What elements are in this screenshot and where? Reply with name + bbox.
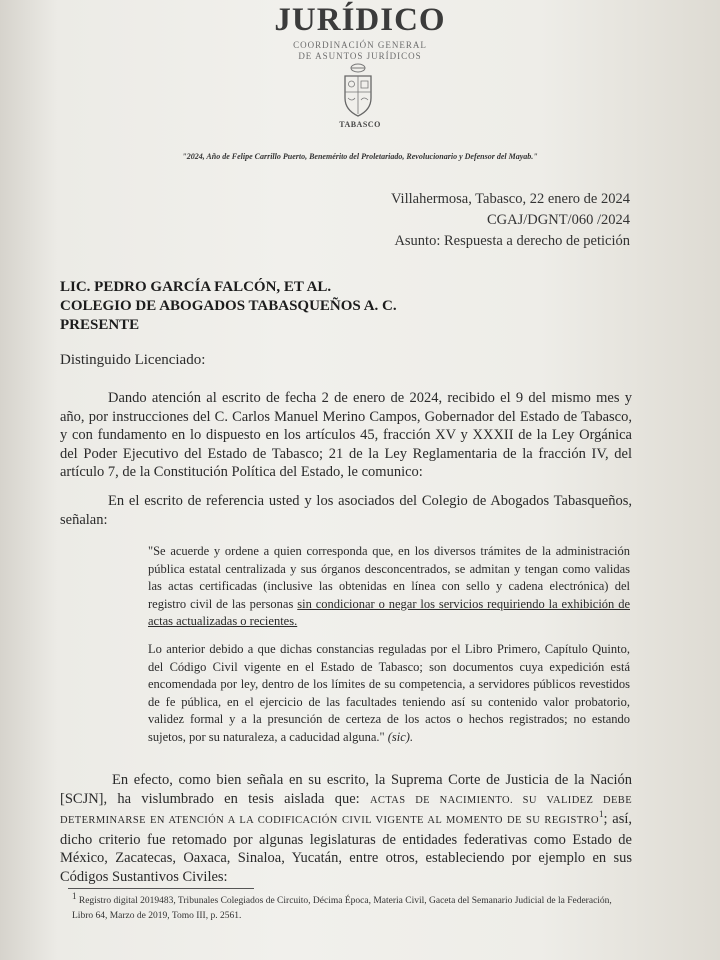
letterhead-subtitle-line1: COORDINACIÓN GENERAL: [293, 40, 427, 50]
quoted-request-underlined: sin condicionar o negar los servicios requiriendo la exhibición de actas actualizadas o recientes.: [148, 596, 630, 628]
footnote-reference: 1: [598, 809, 604, 820]
sic-marker: (sic).: [387, 729, 414, 744]
quoted-justification-text: Lo anterior debido a que dichas constancias reguladas por el Libro Primero, Capítulo Quinto, del Código Civil vigente en el Estado de Tabasco; son documentos cuya expedición está encomendada por ley, dentro de los límites de su competencia, a servidores públicos revestidos de fe pública, en el ejercicio de las facultades teniendo así su contenido valor probatorio, validez formal y a la presunción de certeza de los actos o hechos registrados; no estando sujetos, por su naturaleza, a caducidad alguna.": [148, 642, 630, 744]
letter-metadata: [391, 189, 630, 252]
thesis-title: ACTAS DE NACIMIENTO. SU VALIDEZ DEBE DETERMINARSE EN ATENCIÓN A LA CODIFICACIÓN CIVIL VIGENTE AL MOMENTO DE SU REGISTRO: [60, 794, 633, 826]
addressee-presente: PRESENTE: [60, 317, 140, 333]
body-paragraph-1: Dando atención al escrito de fecha 2 de enero de 2024, recibido el 9 del mismo mes y año, por instrucciones del C. Carlos Manuel Merino Campos, Gobernador del Estado de Tabasco, y con fundamento en lo dispuesto en los artículos 45, fracción XV y XXXII de la Ley Orgánica del Poder Ejecutivo del Estado de Tabasco; 21 de la Ley Reglamentaria de la fracción IV, del artículo 7, de la Constitución Política del Estado, le comunico:: [60, 390, 632, 480]
body-paragraph-3: [60, 771, 632, 886]
footnote-text: Registro digital 2019483, Tribunales Colegiados de Circuito, Décima Época, Materia Civil, Gaceta del Semanario Judicial de la Federación, Libro 64, Marzo de 2019, Tomo III, p. 2561.: [72, 896, 612, 921]
quoted-justification: [148, 641, 630, 746]
addressee-name: LIC. PEDRO GARCÍA FALCÓN, ET AL.: [60, 279, 332, 295]
footnote-divider: [68, 888, 254, 889]
subject-line: Asunto: Respuesta a derecho de petición: [394, 233, 630, 249]
quoted-request-text: "Se acuerde y ordene a quien corresponda que, en los diversos trámites de la administración pública estatal centralizada y sus órganos desconcentrados, se admitan y tengan como validas las actas certificadas (inclusive las obtenidas en línea con sello y cadena electrónica) del registro civil de las personas: [148, 544, 630, 611]
quoted-request: [148, 543, 630, 631]
body-paragraph-2: En el escrito de referencia usted y los asociados del Colegio de Abogados Tabasqueños, señalan:: [60, 493, 632, 528]
state-coat-of-arms-icon: [339, 62, 377, 120]
footnote: [72, 890, 628, 924]
letterhead-title: JURÍDICO: [274, 2, 446, 38]
reference-number: CGAJ/DGNT/060 /2024: [487, 212, 630, 228]
letterhead-subtitle: [0, 40, 720, 62]
letterhead-state: TABASCO: [339, 120, 381, 129]
addressee-organization: COLEGIO DE ABOGADOS TABASQUEÑOS A. C.: [60, 298, 397, 314]
addressee-block: [60, 278, 397, 335]
place-date: Villahermosa, Tabasco, 22 enero de 2024: [390, 191, 630, 207]
footnote-number: 1: [72, 890, 77, 901]
letterhead-subtitle-line2: DE ASUNTOS JURÍDICOS: [298, 51, 422, 61]
salutation: Distinguido Licenciado:: [60, 352, 206, 368]
year-motto: "2024, Año de Felipe Carrillo Puerto, Benemérito del Proletariado, Revolucionario y Defensor del Mayab.": [182, 152, 538, 161]
paragraph-3-part-1: En efecto, como bien señala en su escrito, la Suprema Corte de Justicia de la Nación [SCJN], ha vislumbrado en tesis aislada que:: [60, 772, 632, 807]
paragraph-3-part-2: ; así, dicho criterio fue retomado por algunas legislaturas de entidades federativas como Estado de México, Zacatecas, Oaxaca, Sinaloa, Yucatán, entre otros, estableciendo por ejemplo en sus Códigos Sustantivos Civiles:: [60, 811, 632, 885]
